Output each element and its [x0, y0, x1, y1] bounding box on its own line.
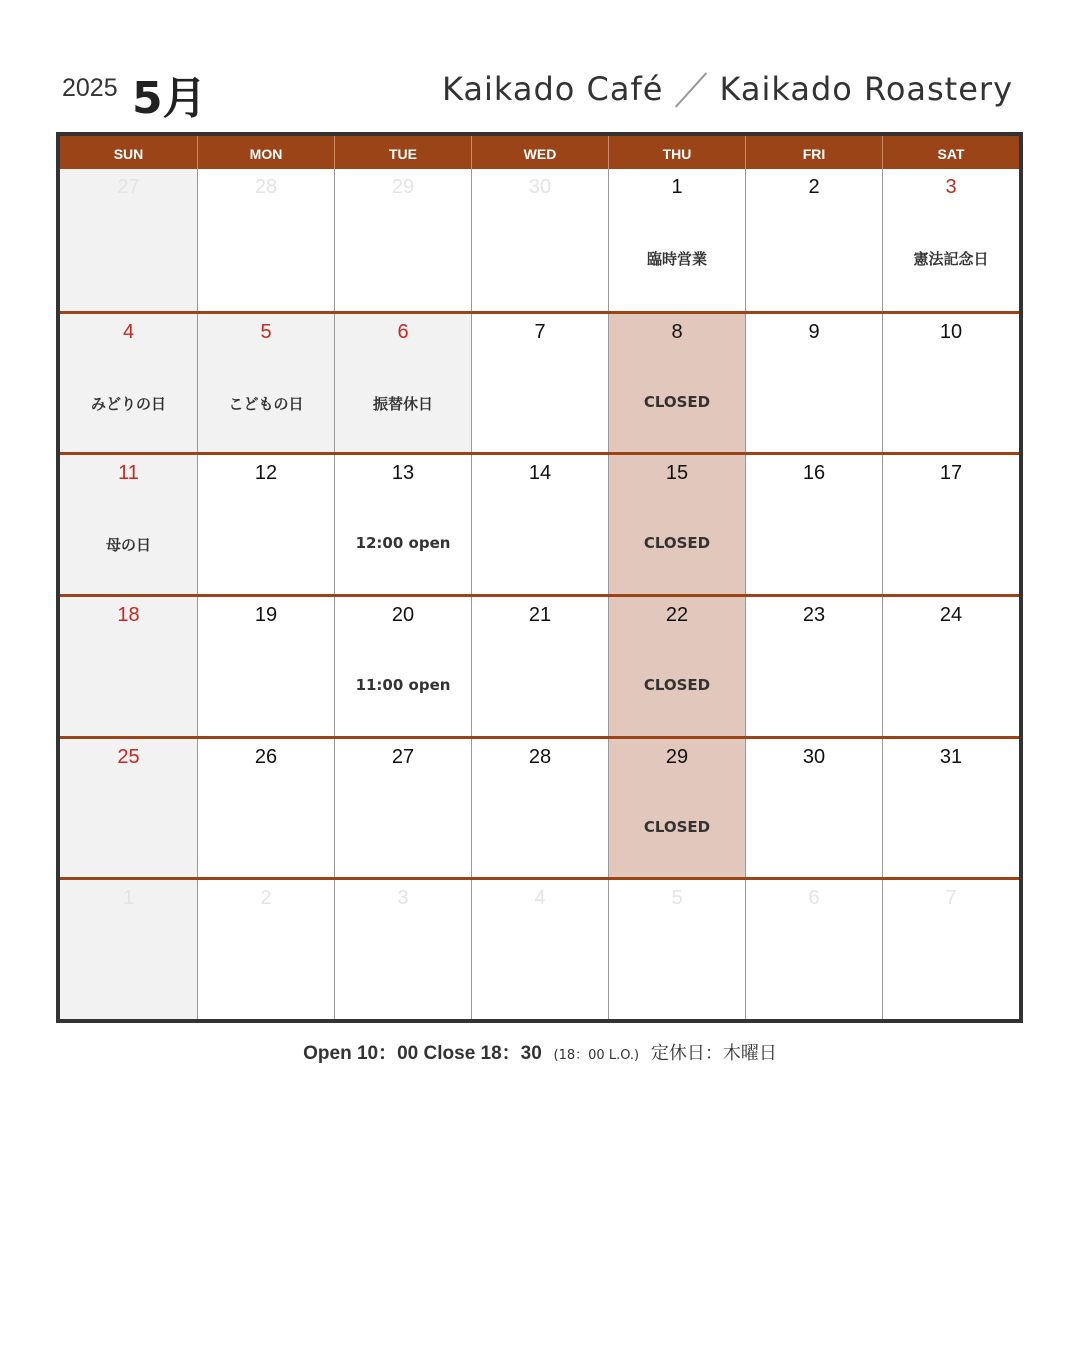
day-cell: [60, 314, 197, 453]
day-cell: [471, 880, 608, 1019]
day-cell: [197, 169, 334, 311]
day-number: 7: [534, 320, 546, 343]
day-number: 22: [665, 604, 689, 626]
day-cell: [471, 314, 608, 453]
day-number: 13: [391, 462, 415, 485]
day-cell: [608, 597, 745, 736]
brand-roastery: Kaikado Roastery: [719, 70, 1013, 108]
day-cell: [882, 169, 1019, 311]
weekday-sat: SAT: [882, 136, 1019, 173]
day-number: 30: [528, 176, 552, 198]
year-label: 2025: [62, 74, 118, 102]
closed-label: CLOSED: [643, 817, 711, 836]
day-cell: [745, 314, 882, 453]
day-number: 25: [117, 745, 140, 768]
day-cell: [882, 739, 1019, 878]
day-note: みどりの日: [90, 394, 166, 413]
day-note: 母の日: [105, 536, 151, 555]
day-number: 12: [254, 462, 278, 485]
day-cell: [745, 880, 882, 1019]
day-cell: [608, 455, 745, 594]
day-cell: [471, 597, 608, 736]
day-note: こどもの日: [228, 394, 304, 413]
month-title: 5月: [132, 73, 207, 124]
weekday-fri: FRI: [745, 136, 882, 173]
week-row: [60, 169, 1019, 311]
day-number: 3: [945, 176, 957, 198]
day-number: 24: [939, 604, 963, 626]
day-cell: [882, 455, 1019, 594]
day-number: 27: [391, 745, 415, 768]
day-note: 臨時営業: [646, 250, 707, 268]
day-cell: [334, 597, 471, 736]
day-cell: [471, 455, 608, 594]
day-cell: [60, 880, 197, 1019]
day-number: 6: [397, 320, 409, 343]
day-number: 19: [254, 604, 278, 626]
day-cell: [197, 739, 334, 878]
day-number: 7: [945, 887, 957, 910]
day-cell: [334, 314, 471, 453]
day-number: 29: [391, 176, 415, 198]
day-cell: [608, 739, 745, 878]
day-number: 28: [528, 745, 552, 768]
day-number: 31: [939, 745, 963, 768]
day-number: 2: [808, 176, 820, 198]
open-close-hours: Open 10：00 Close 18：30: [303, 1043, 542, 1064]
day-cell: [197, 314, 334, 453]
day-cell: [471, 169, 608, 311]
day-cell: [60, 739, 197, 878]
day-cell: [608, 169, 745, 311]
day-cell: [882, 314, 1019, 453]
closed-label: CLOSED: [643, 534, 711, 553]
weekday-mon: MON: [197, 136, 334, 173]
day-number: 9: [808, 320, 820, 343]
weekday-header-row: [60, 136, 1019, 169]
day-number: 1: [122, 887, 135, 910]
day-number: 5: [671, 887, 683, 910]
slash-divider-icon: [673, 71, 709, 107]
day-cell: [197, 597, 334, 736]
day-cell: [882, 880, 1019, 1019]
day-number: 5: [260, 320, 272, 343]
day-cell: [60, 597, 197, 736]
day-number: 28: [254, 176, 278, 198]
last-order-note: (18：00 L.O.): [553, 1048, 640, 1063]
day-number: 8: [671, 320, 683, 343]
day-number: 6: [808, 887, 820, 910]
weekday-tue: TUE: [334, 136, 471, 173]
day-number: 15: [665, 462, 689, 485]
day-number: 30: [802, 745, 826, 768]
closed-label: CLOSED: [643, 676, 711, 694]
day-note: 12:00 open: [355, 534, 451, 553]
day-cell: [60, 169, 197, 311]
week-row: [60, 736, 1019, 878]
day-cell: [334, 739, 471, 878]
week-row: [60, 452, 1019, 594]
day-note: 11:00 open: [355, 676, 451, 694]
calendar-weeks: [60, 169, 1019, 1019]
day-cell: [471, 739, 608, 878]
day-cell: [608, 314, 745, 453]
day-cell: [745, 739, 882, 878]
day-note: 振替休日: [372, 394, 433, 413]
brand-cafe: Kaikado Café: [441, 70, 664, 108]
day-number: 29: [665, 745, 689, 768]
week-row: [60, 311, 1019, 453]
day-note: 憲法記念日: [913, 250, 989, 268]
weekday-sun: SUN: [113, 146, 144, 162]
day-number: 20: [391, 604, 415, 626]
week-row: [60, 877, 1019, 1019]
day-cell: [334, 169, 471, 311]
day-number: 23: [802, 604, 826, 626]
business-hours-footer: [0, 1038, 1080, 1065]
calendar-header: [60, 60, 1015, 124]
day-cell: [882, 597, 1019, 736]
day-number: 1: [671, 176, 683, 198]
day-number: 27: [117, 176, 140, 198]
day-number: 11: [118, 462, 139, 485]
closed-label: CLOSED: [643, 392, 711, 411]
day-cell: [60, 455, 197, 594]
day-cell: [745, 597, 882, 736]
weekday-wed: WED: [471, 136, 608, 173]
week-row: [60, 594, 1019, 736]
day-cell: [197, 880, 334, 1019]
day-number: 26: [254, 745, 278, 768]
day-cell: [197, 455, 334, 594]
brand-names: [442, 70, 1013, 108]
regular-holiday: 定休日：木曜日: [650, 1043, 777, 1064]
day-number: 18: [117, 604, 140, 626]
day-cell: [334, 455, 471, 594]
day-cell: [745, 169, 882, 311]
day-number: 4: [122, 320, 135, 343]
day-number: 2: [260, 887, 272, 910]
day-number: 14: [528, 462, 552, 485]
day-number: 3: [397, 887, 409, 910]
day-cell: [745, 455, 882, 594]
day-number: 21: [528, 604, 552, 626]
day-cell: [334, 880, 471, 1019]
day-number: 4: [534, 887, 546, 910]
day-cell: [608, 880, 745, 1019]
day-number: 10: [939, 320, 963, 343]
day-number: 16: [802, 462, 826, 485]
day-number: 17: [939, 462, 963, 485]
weekday-thu: THU: [608, 136, 745, 173]
month-calendar: [56, 132, 1023, 1023]
